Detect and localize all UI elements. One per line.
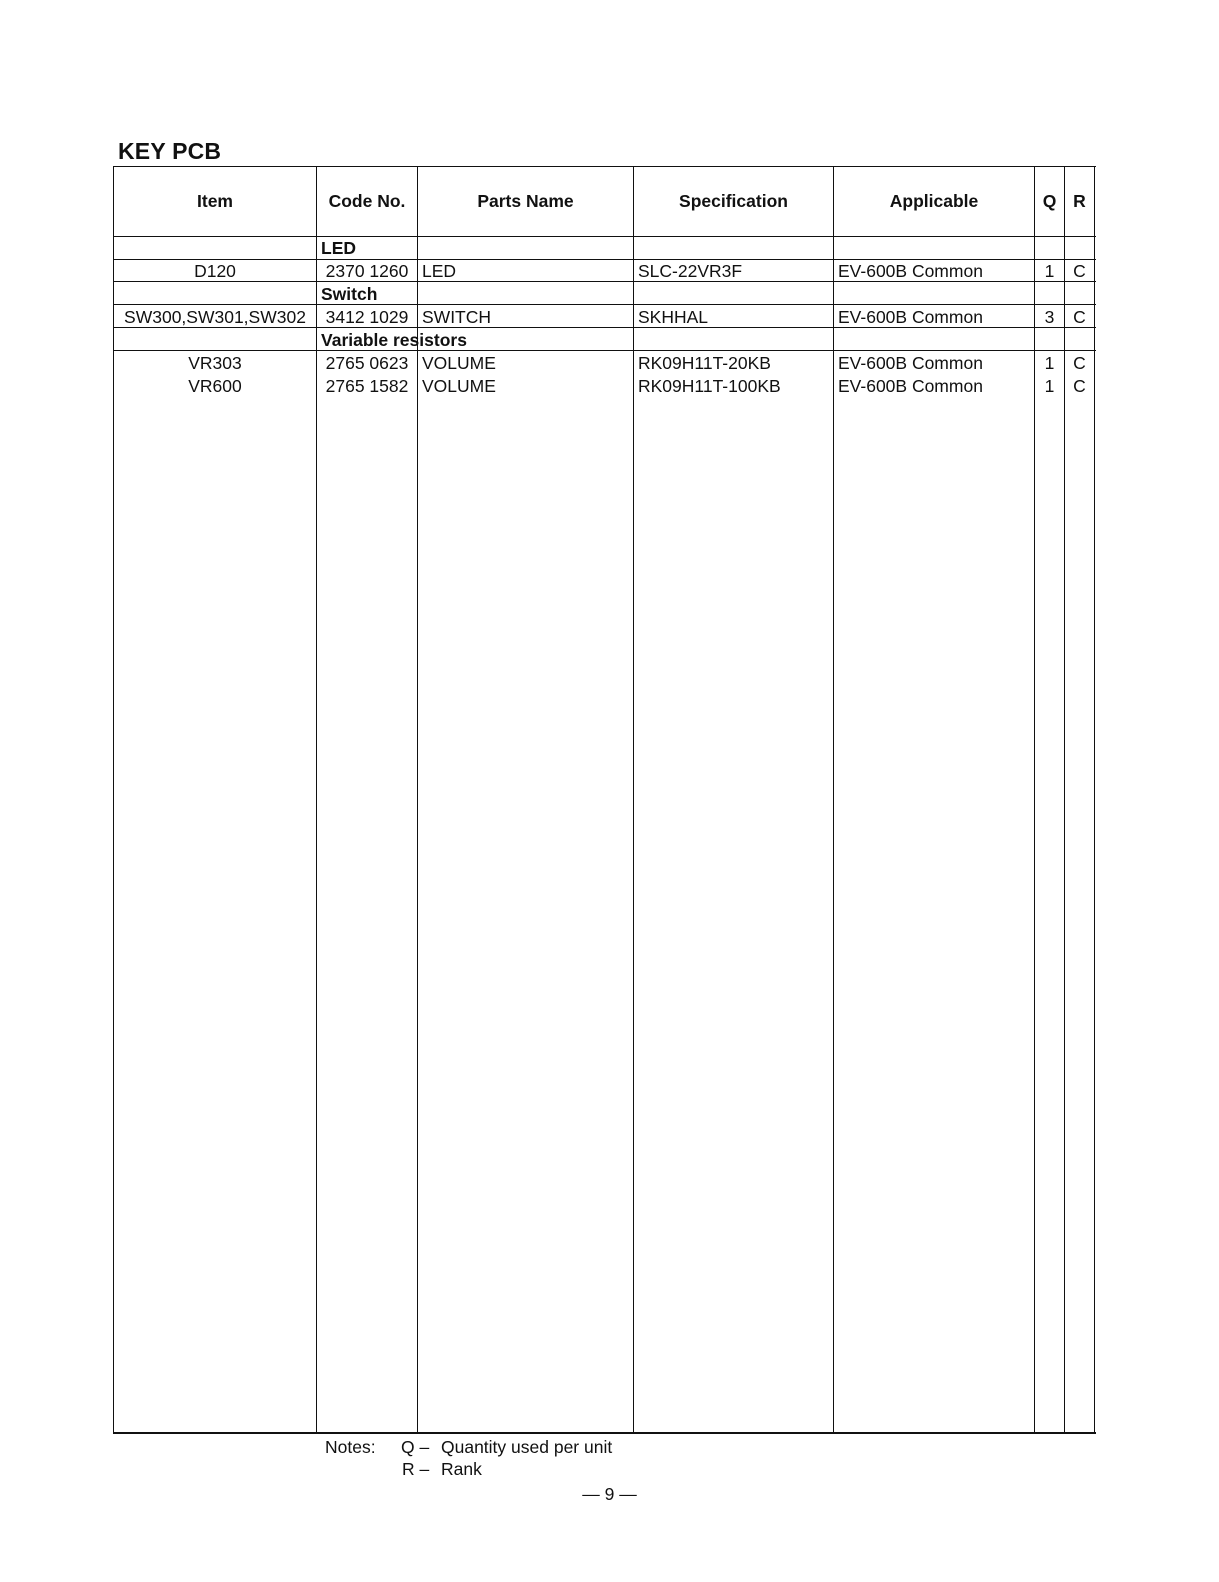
q-cell: 3: [1044, 307, 1055, 327]
row-divider: [113, 304, 1096, 305]
category-label: Variable resistors: [321, 330, 467, 350]
code-cell: 2765 0623: [325, 353, 409, 373]
code-cell: 2765 1582: [325, 376, 409, 396]
spec-cell: SKHHAL: [638, 307, 709, 327]
code-cell: 2370 1260: [325, 261, 409, 281]
header-specification: Specification: [679, 191, 788, 211]
parts-name-cell: VOLUME: [422, 376, 496, 396]
header-q: Q: [1042, 191, 1057, 211]
parts-name-cell: LED: [422, 261, 457, 281]
spec-cell: RK09H11T-100KB: [638, 376, 781, 396]
col-divider: [1094, 166, 1095, 1434]
item-cell: D120: [194, 261, 236, 281]
spec-cell: RK09H11T-20KB: [638, 353, 771, 373]
applicable-cell: EV-600B Common: [838, 261, 983, 281]
header-item: Item: [197, 191, 233, 211]
applicable-cell: EV-600B Common: [838, 376, 983, 396]
applicable-cell: EV-600B Common: [838, 307, 983, 327]
applicable-cell: EV-600B Common: [838, 353, 983, 373]
item-cell: SW300,SW301,SW302: [124, 307, 306, 327]
r-cell: C: [1073, 307, 1086, 327]
spec-cell: SLC-22VR3F: [638, 261, 743, 281]
item-cell: VR303: [188, 353, 242, 373]
q-cell: 1: [1044, 353, 1055, 373]
note-key-q: Q –: [401, 1437, 430, 1457]
page-number: — 9 —: [582, 1484, 637, 1504]
q-cell: 1: [1044, 376, 1055, 396]
note-key-r: R –: [402, 1459, 430, 1479]
notes-label: Notes:: [325, 1437, 376, 1457]
col-divider: [417, 166, 418, 1434]
header-r: R: [1073, 191, 1086, 211]
row-divider: [113, 350, 1096, 351]
header-applicable: Applicable: [889, 191, 979, 211]
parts-name-cell: SWITCH: [422, 307, 492, 327]
col-divider: [833, 166, 834, 1434]
header-parts-name: Parts Name: [477, 191, 574, 211]
r-cell: C: [1073, 376, 1086, 396]
r-cell: C: [1073, 261, 1086, 281]
q-cell: 1: [1044, 261, 1055, 281]
page-title: KEY PCB: [118, 138, 222, 164]
category-label: LED: [321, 238, 356, 258]
note-text-q: Quantity used per unit: [441, 1437, 613, 1457]
note-text-r: Rank: [441, 1459, 482, 1479]
row-divider: [113, 236, 1096, 237]
code-cell: 3412 1029: [325, 307, 409, 327]
category-label: Switch: [321, 284, 378, 304]
r-cell: C: [1073, 353, 1086, 373]
col-divider: [633, 166, 634, 1434]
item-cell: VR600: [188, 376, 242, 396]
header-code: Code No.: [328, 191, 406, 211]
parts-name-cell: VOLUME: [422, 353, 496, 373]
